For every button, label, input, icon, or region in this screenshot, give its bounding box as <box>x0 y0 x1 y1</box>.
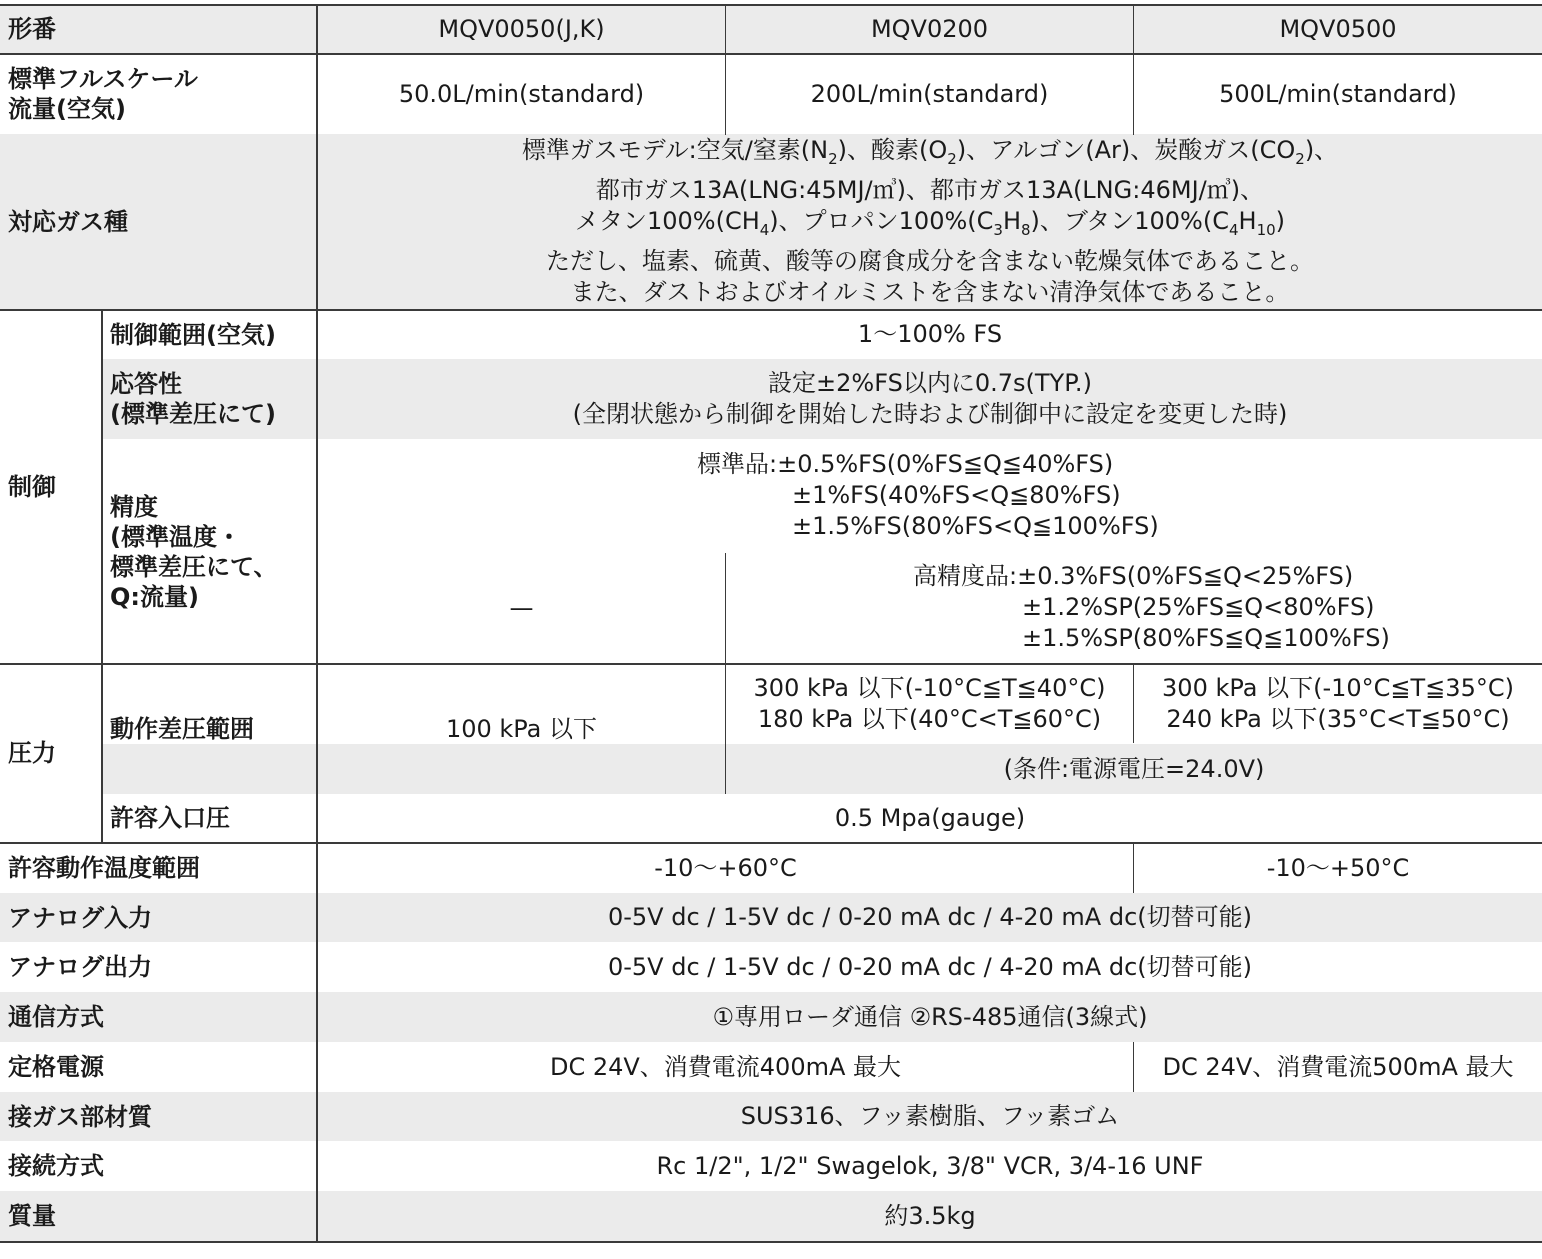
gas-l3i: H <box>1238 207 1257 235</box>
accuracy-standard-line1: 標準品:±0.5%FS(0%FS≦Q≦40%FS) <box>697 450 1114 478</box>
accuracy-label <box>103 440 317 663</box>
diff-pressure-0500 <box>1134 664 1542 744</box>
comm-value: ①専用ローダ通信 ②RS-485通信(3線式) <box>712 1002 1148 1031</box>
rule-after-model <box>0 53 1542 55</box>
gas-l1e: )、アルゴン(Ar)、炭酸ガス(CO <box>956 136 1296 165</box>
analog-in-value: 0-5V dc / 1-5V dc / 0-20 mA dc / 4-20 mA dc(切替可能) <box>607 903 1252 931</box>
diff-pressure-0500-line2: 240 kPa 以下(35°C<T≦50°C) <box>1166 705 1510 733</box>
rule-col-a-mid <box>725 553 726 794</box>
gas-l1a: 標準ガスモデル:空気/窒素(N <box>521 136 829 165</box>
temp-value-a: -10〜+60°C <box>654 853 797 882</box>
rule-group-divider <box>101 309 103 844</box>
rule-col-a-top <box>725 4 726 135</box>
gas-line-1 <box>522 135 1338 175</box>
inlet-pressure-value: 0.5 Mpa(gauge) <box>834 803 1026 832</box>
control-range-label: 制御範囲(空気) <box>110 320 276 349</box>
mass-value: 約3.5kg <box>884 1201 976 1230</box>
flow-value-0200: 200L/min(standard) <box>810 79 1049 108</box>
diff-pressure-0200-line2: 180 kPa 以下(40°C<T≦60°C) <box>757 705 1102 733</box>
diff-pressure-0500-line1: 300 kPa 以下(-10°C≦T≦35°C) <box>1162 674 1514 702</box>
flow-label <box>0 54 317 134</box>
gas-l1f: 2 <box>1295 150 1305 168</box>
diff-pressure-condition: (条件:電源電圧=24.0V) <box>1003 754 1265 783</box>
connection-label: 接続方式 <box>8 1152 104 1180</box>
model-mqv0500: MQV0500 <box>1279 14 1397 43</box>
power-label: 定格電源 <box>8 1053 104 1081</box>
rule-col-b-mid <box>1133 664 1134 743</box>
gas-l3a: メタン100%(CH <box>574 207 760 235</box>
rule-bottom <box>0 1241 1542 1243</box>
gas-line-5: また、ダストおよびオイルミストを含まない清浄気体であること。 <box>570 277 1290 306</box>
gas-l3e: H <box>1002 207 1021 235</box>
model-label: 形番 <box>8 15 56 43</box>
rule-col-b-power <box>1133 1042 1134 1092</box>
rule-col-b-top <box>1133 4 1134 135</box>
accuracy-label-line4: Q:流量) <box>110 582 199 611</box>
response-value-line1: 設定±2%FS以内に0.7s(TYP.) <box>768 369 1092 397</box>
model-mqv0050: MQV0050(J,K) <box>438 14 605 43</box>
gas-l1g: )、 <box>1304 136 1339 165</box>
gas-l3j: 10 <box>1256 220 1276 239</box>
rule-top <box>0 4 1542 6</box>
gas-line-4: ただし、塩素、硫黄、酸等の腐食成分を含まない乾燥気体であること。 <box>546 246 1314 275</box>
analog-out-label: アナログ出力 <box>8 953 152 981</box>
flow-value-0050: 50.0L/min(standard) <box>398 79 645 108</box>
response-value-line2: (全閉状態から制御を開始した時および制御中に設定を変更した時) <box>572 400 1288 428</box>
diff-pressure-0200-line1: 300 kPa 以下(-10°C≦T≦40°C) <box>753 674 1106 702</box>
material-value: SUS316、フッ素樹脂、フッ素ゴム <box>740 1102 1120 1130</box>
diff-pressure-label: 動作差圧範囲 <box>110 715 254 743</box>
accuracy-standard-line3: ±1.5%FS(80%FS<Q≦100%FS) <box>792 512 1159 540</box>
accuracy-standard-line2: ±1%FS(40%FS<Q≦80%FS) <box>792 481 1121 509</box>
flow-label-line1: 標準フルスケール <box>8 65 198 93</box>
accuracy-high-line3: ±1.5%SP(80%FS≦Q≦100%FS) <box>1022 624 1390 652</box>
response-label-line2: (標準差圧にて) <box>110 400 276 428</box>
power-value-a: DC 24V、消費電流400mA 最大 <box>549 1052 902 1081</box>
flow-value-0500: 500L/min(standard) <box>1219 79 1457 108</box>
gas-l3g: )、ブタン100%(C <box>1030 207 1229 235</box>
connection-value: Rc 1/2", 1/2" Swagelok, 3/8" VCR, 3/4-16 UNF <box>656 1151 1204 1180</box>
mass-label: 質量 <box>8 1202 56 1230</box>
material-label: 接ガス部材質 <box>8 1102 152 1131</box>
rule-after-pressure <box>0 842 1542 844</box>
flow-label-line2: 流量(空気) <box>8 95 126 123</box>
accuracy-label-line3: 標準差圧にて、 <box>110 552 278 581</box>
gas-value <box>318 134 1542 309</box>
power-value-b: DC 24V、消費電流500mA 最大 <box>1162 1052 1514 1081</box>
gas-l3k: ) <box>1275 207 1286 235</box>
accuracy-label-line1: 精度 <box>110 492 158 521</box>
temp-value-b: -10〜+50°C <box>1266 853 1410 882</box>
model-mqv0200: MQV0200 <box>870 14 989 43</box>
gas-l3c: )、プロパン100%(C <box>769 207 994 235</box>
response-label <box>103 359 317 439</box>
gas-l3b: 4 <box>759 220 770 239</box>
control-group-label: 制御 <box>8 472 56 501</box>
response-label-line1: 応答性 <box>110 370 182 398</box>
gas-l3h: 4 <box>1228 220 1239 239</box>
gas-l3d: 3 <box>993 220 1003 239</box>
comm-label: 通信方式 <box>8 1003 104 1031</box>
gas-label: 対応ガス種 <box>8 207 128 236</box>
diff-pressure-0050: 100 kPa 以下 <box>445 714 598 743</box>
response-value <box>318 359 1542 439</box>
gas-l3f: 8 <box>1021 220 1031 239</box>
pressure-group-label: 圧力 <box>8 739 56 767</box>
diff-pressure-0200 <box>726 664 1133 744</box>
rule-col-b-temp <box>1133 843 1134 893</box>
gas-l1b: 2 <box>828 150 838 168</box>
rule-after-gas <box>0 309 1542 311</box>
temp-label: 許容動作温度範囲 <box>8 854 200 882</box>
accuracy-dash-0050: — <box>509 593 534 622</box>
accuracy-high-line2: ±1.2%SP(25%FS≦Q<80%FS) <box>1022 593 1375 621</box>
inlet-pressure-label: 許容入口圧 <box>110 804 230 832</box>
accuracy-label-line2: (標準温度・ <box>110 522 241 551</box>
rule-label-divider <box>316 4 318 1243</box>
gas-line-3 <box>575 206 1285 246</box>
gas-l1d: 2 <box>947 150 957 168</box>
analog-in-label: アナログ入力 <box>8 903 152 932</box>
accuracy-high-line1: 高精度品:±0.3%FS(0%FS≦Q<25%FS) <box>913 562 1354 590</box>
analog-out-value: 0-5V dc / 1-5V dc / 0-20 mA dc / 4-20 mA dc(切替可能) <box>607 952 1252 981</box>
gas-line-2: 都市ガス13A(LNG:45MJ/㎥)、都市ガス13A(LNG:46MJ/㎥)、 <box>595 176 1265 204</box>
rule-after-control <box>0 663 1542 665</box>
control-range-value: 1〜100% FS <box>857 320 1003 348</box>
gas-l1c: )、酸素(O <box>837 136 948 165</box>
